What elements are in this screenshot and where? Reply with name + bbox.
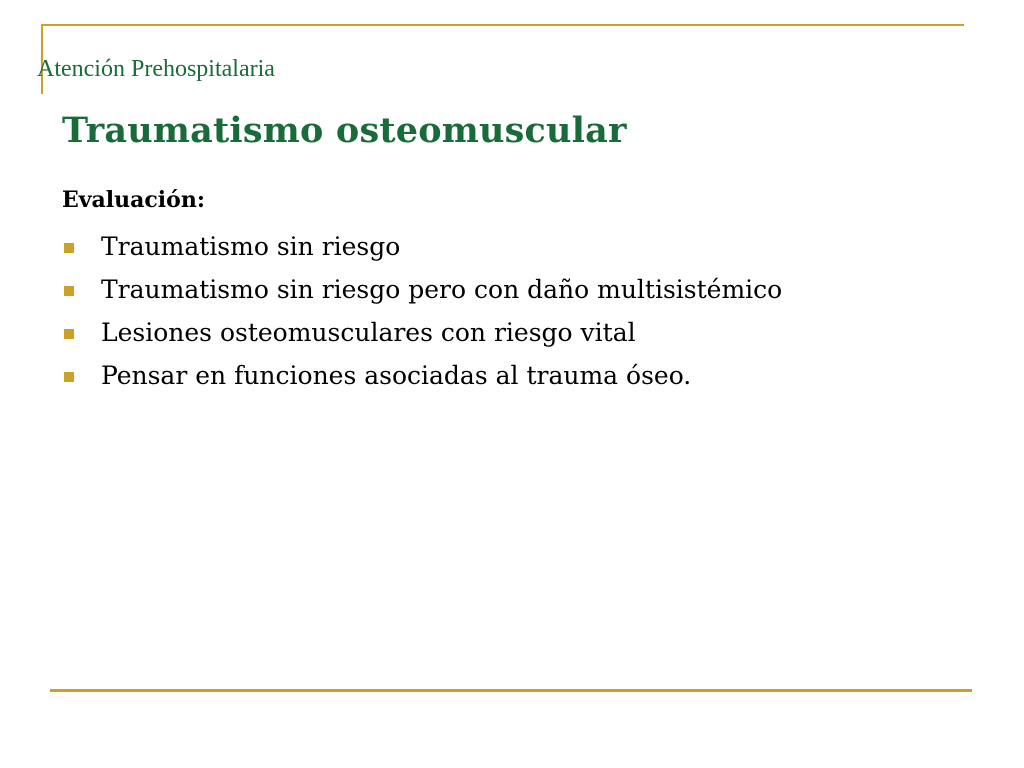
bullet-item bbox=[62, 314, 782, 357]
bullet-item bbox=[62, 357, 782, 400]
bullet-text: Traumatismo sin riesgo bbox=[101, 232, 401, 261]
subheading: Evaluación: bbox=[62, 187, 205, 213]
bullet-list bbox=[62, 228, 782, 400]
bullet-item bbox=[62, 271, 782, 314]
square-bullet-icon bbox=[64, 372, 74, 382]
header-text: Atención Prehospitalaria bbox=[37, 56, 275, 82]
bullet-text: Pensar en funciones asociadas al trauma óseo. bbox=[101, 361, 692, 390]
square-bullet-icon bbox=[64, 329, 74, 339]
bullet-text: Lesiones osteomusculares con riesgo vital bbox=[101, 318, 636, 347]
bullet-item bbox=[62, 228, 782, 271]
bottom-rule bbox=[50, 689, 972, 692]
top-rule bbox=[42, 24, 964, 26]
bullet-text: Traumatismo sin riesgo pero con daño multisistémico bbox=[101, 275, 783, 304]
square-bullet-icon bbox=[64, 286, 74, 296]
square-bullet-icon bbox=[64, 243, 74, 253]
slide-title: Traumatismo osteomuscular bbox=[62, 110, 627, 151]
